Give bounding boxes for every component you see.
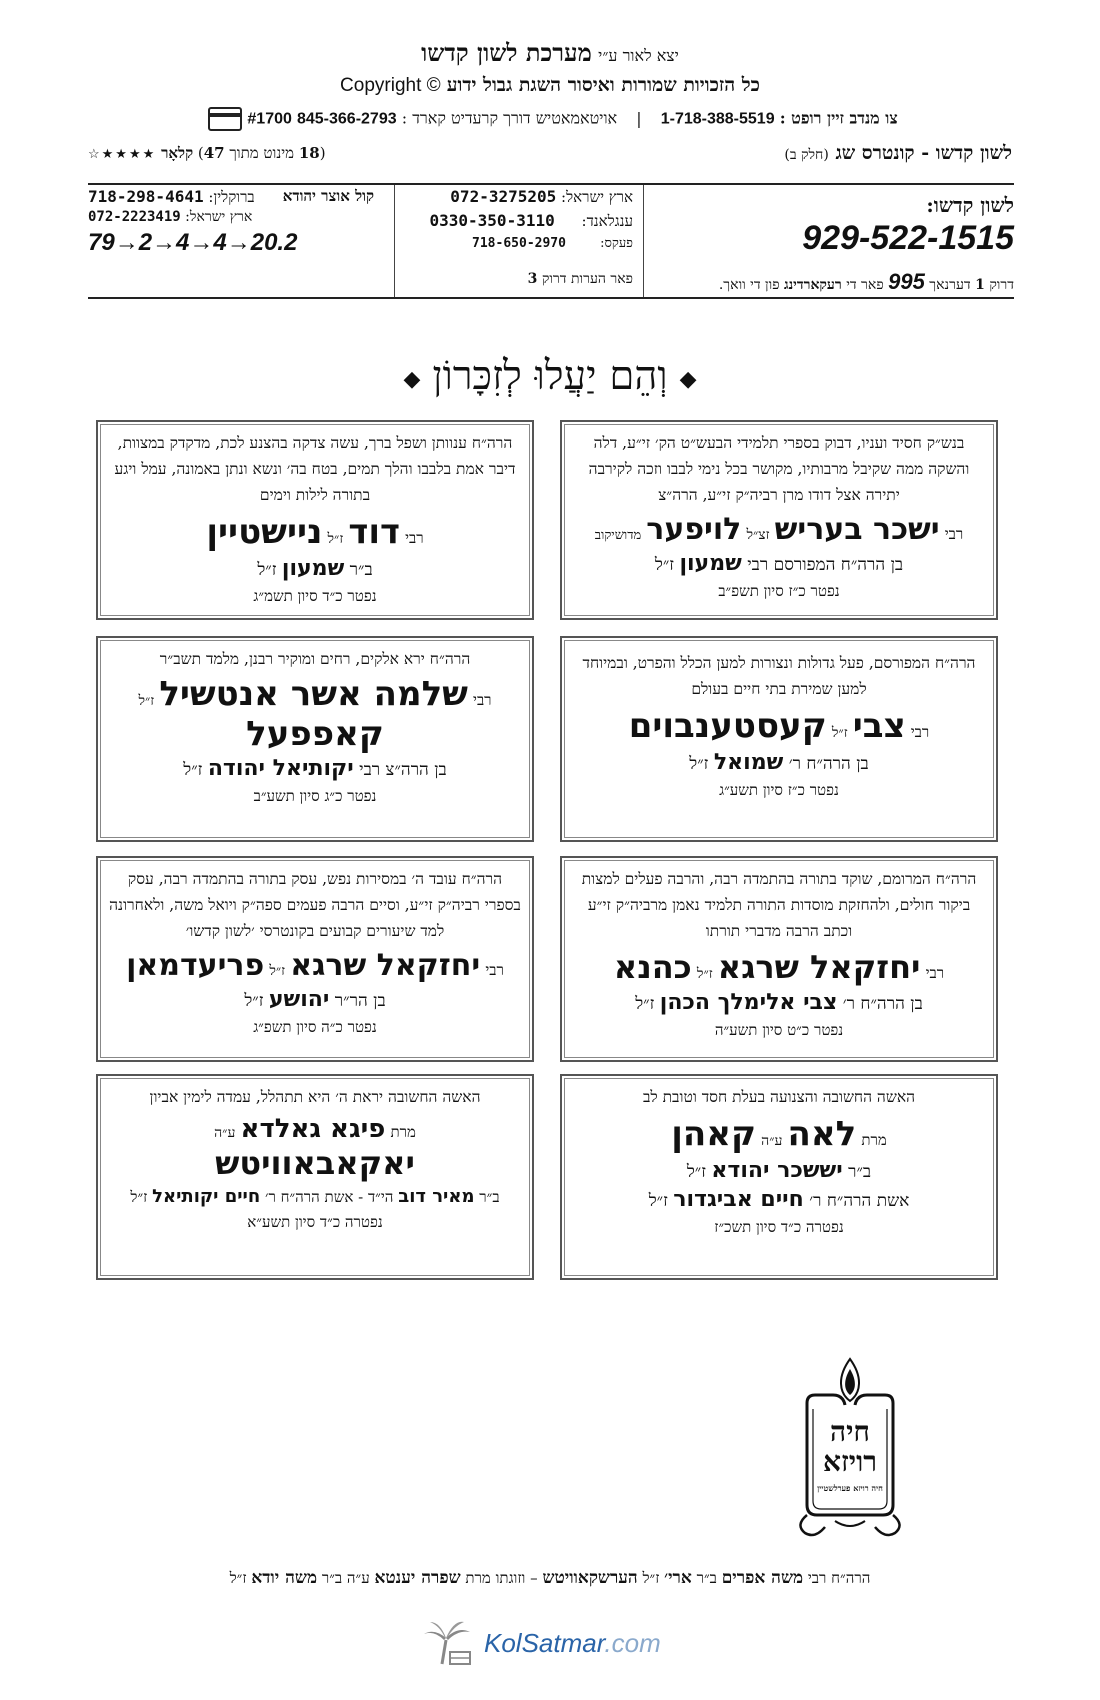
parent-mark: ז״ל [257, 560, 277, 580]
parent-mark: ז״ל [689, 754, 709, 774]
parent-line [108, 987, 522, 1012]
title-mark: זצ״ל [746, 527, 770, 543]
dedication-mid-4: ע״ה ב״ר [321, 1569, 370, 1587]
title-mark: ע״ה [214, 1125, 236, 1141]
kol-label: קול אוצר יהודא [282, 187, 374, 205]
england-phone[interactable]: 0330-350-3110 [429, 211, 555, 230]
parent-line [108, 756, 522, 781]
parent-name: שמעון [281, 556, 345, 581]
listen-text: מינוט מתוך [229, 144, 295, 162]
donate-phone[interactable]: 1-718-388-5519 [660, 110, 775, 128]
israel2-row [88, 209, 252, 226]
dedication-name-5: משה יודא [251, 1568, 318, 1588]
notes-num: 3 [527, 271, 538, 287]
memorial-description: הרה״ח המפורסם, פעל גדולות ונצורות למען הכלל והפרט, ובמיוחד למען שמירת בתי חיים בעולם [582, 654, 976, 698]
england-row [430, 211, 634, 231]
site-brand[interactable] [420, 1618, 690, 1668]
diamond-icon: ◆ [679, 366, 697, 392]
parent-prefix: ב״ר [479, 1188, 500, 1206]
memorial-name-line [108, 512, 522, 552]
memorial-first-name: דוד [348, 512, 400, 552]
contact-international [394, 185, 644, 297]
spouse-prefix: - אשת הרה״ח ר׳ [264, 1188, 364, 1206]
date-of-passing: נפטר כ״ה סיון תשפ״ג [253, 1018, 377, 1036]
brand-name: KolSatmar [484, 1628, 605, 1658]
logo-text [785, 1417, 915, 1477]
diamond-icon: ◆ [403, 366, 421, 392]
spouse-mark: ז״ל [130, 1188, 148, 1206]
parent-prefix: בן הרה״צ רבי [359, 760, 447, 780]
memorial-surname: פריעדמאן [126, 948, 265, 983]
main-title-text: וְהֵם יַעֲלוּ לְזִכָּרוֹן [432, 353, 668, 399]
date-of-passing: נפטרה כ״ד סיון תשע״א [247, 1213, 383, 1231]
title-mark: ז״ל [269, 963, 286, 979]
menu-path-row [88, 229, 297, 257]
donate-label: צו מנדב זיין רופט : [779, 108, 898, 128]
dedication-name-1: משה אפרים [721, 1568, 804, 1588]
israel-phone[interactable]: 072-3275205 [450, 187, 557, 206]
dedication-start: הרה״ח רבי [807, 1569, 871, 1587]
dedication-mid-1: ב״ר [696, 1569, 717, 1587]
parent-name: שמואל [713, 750, 784, 775]
memorial-description: האשה החשובה יראת ה׳ היא תתהלל, עמדה לימין אביון [149, 1088, 481, 1106]
memorial-card-3 [560, 636, 998, 842]
listen-total: 47 [203, 144, 225, 162]
memorial-surname: כהנא [613, 948, 692, 986]
memorial-name-line [108, 674, 522, 714]
credit-card-icon [208, 107, 242, 131]
kol-row [283, 187, 374, 206]
parent-name: יקותיאל יהודה [207, 756, 354, 781]
memorial-card-7 [560, 1074, 998, 1280]
press-num: 1 [975, 277, 985, 293]
dedication-end: ז״ל [229, 1569, 247, 1587]
parent-line [572, 990, 986, 1015]
logo-line-1: חיה [829, 1415, 871, 1448]
series-line [88, 142, 1012, 168]
top-header [80, 38, 1020, 131]
parent-mark: ז״ל [635, 994, 655, 1014]
dedication-name-3: הערשקאוויטש [542, 1568, 638, 1588]
memorial-description: הרה״ח עובד ה׳ במסירות נפש, עסק בתורה בהתמדה רבה, עסק בספרי רביה״ק זי״ע, וסיים הרבה פעמים ספה״ק ויואל משה, ולאחרונה למד שיעורים קבועים בקונטרסי ׳לשון קדשו׳ [109, 870, 521, 940]
publisher-name: מערכת לשון קדשו [421, 38, 592, 67]
spouse-line [572, 1187, 986, 1212]
parent-prefix: ב״ר [349, 560, 373, 580]
parent-prefix: ב״ר [848, 1162, 872, 1182]
dedication-name-4: שפרה יענטא [374, 1568, 461, 1588]
name-prefix: רבי [473, 691, 492, 709]
name-prefix: מרת [861, 1131, 887, 1149]
name-prefix: רבי [405, 529, 424, 547]
parent-mark: ז״ל [686, 1162, 706, 1182]
press-label: דרוק [989, 277, 1014, 293]
name-prefix: רבי [944, 525, 964, 543]
title-mark: ז״ל [327, 531, 344, 547]
dedication-name-2: ארי׳ [664, 1568, 692, 1588]
autodebit-phone[interactable]: 845-366-2793 [296, 110, 397, 128]
dedication-mid-3: – וזוגתו מרת [465, 1569, 538, 1587]
date-of-passing: נפטר כ״ט סיון תשע״ה [714, 1021, 844, 1039]
date-of-passing: נפטר כ״ד סיון תשמ״ג [253, 587, 377, 605]
memorial-card-1 [560, 420, 998, 620]
parent-line [572, 551, 986, 576]
memorial-first-name: ישכר בעריש [774, 512, 940, 547]
memorial-surname: קאפפעל [246, 714, 384, 754]
date-of-passing: נפטר כ״ג סיון תשע״ב [253, 787, 377, 805]
notes-label: פאר הערות דרוק [541, 271, 633, 287]
spouse-name: חיים אביגדור [673, 1187, 804, 1212]
israel-label: ארץ ישראל: [561, 188, 633, 206]
parent-name: שמעון [679, 551, 742, 576]
parent-prefix: בן הר״ר [334, 991, 386, 1011]
separator: | [636, 108, 642, 128]
memorial-surname: קעסטענבוים [628, 706, 827, 746]
press-to: דערנאך [929, 277, 971, 293]
main-title [0, 352, 1100, 399]
memorial-first-name: שלמה אשר אנטשיל [159, 674, 468, 714]
memorial-first-name: יחזקאל שרגא [717, 948, 921, 986]
brooklyn-phone[interactable]: 718-298-4641 [88, 187, 204, 206]
memorial-name-line [572, 706, 986, 746]
series-part: (חלק ב) [784, 147, 829, 163]
contact-kol [88, 185, 374, 297]
israel-row [450, 187, 633, 207]
fax-label: פעקס: [600, 236, 633, 251]
memorial-description: בנש״ק חסיד ועניו, דבוק בספרי תלמידי הבעש״ט הק׳ זי״ע, דלה והשקה ממה שקיבל מרבותיו, מקושר בכל נימי לבבו וזכה לקירבה יתירה אצל דודו מרן רביה״ק זי״ע, הרה״צ [588, 434, 970, 504]
spouse-mark: ז״ל [648, 1191, 668, 1211]
rating-stars-icon: ★★★★☆ [88, 147, 157, 162]
lk-label: לשון קדשו: [926, 193, 1014, 217]
press-for: פאר די [846, 277, 884, 293]
parent-line [108, 1186, 522, 1207]
date-of-passing: נפטר כ״ז סיון תשפ״ב [718, 582, 840, 600]
press-week: פון די וואך. [718, 277, 780, 293]
parent-name: יששכר יהודא [711, 1158, 843, 1183]
name-prefix: רבי [925, 964, 945, 982]
memorial-surname: ניישטיין [206, 512, 323, 552]
dedication-mid-2: ז״ל [642, 1569, 660, 1587]
memorial-first-name: צבי [852, 706, 906, 746]
parent-mark: ז״ל [654, 555, 675, 575]
clear-label: קלאָר [161, 144, 194, 162]
name-prefix: מרת [390, 1123, 416, 1141]
memorial-name-line [108, 948, 522, 983]
parent-prefix: בן הרה״ח ר׳ [788, 754, 869, 774]
palm-tree-icon [420, 1618, 476, 1668]
memorial-name-line [572, 948, 986, 986]
parent-prefix: בן הרה״ח ר׳ [842, 994, 923, 1014]
donate-line [80, 107, 1020, 131]
memorial-description: הרה״ח המרומם, שוקד בתורה בהתמדה רבה, והרבה פעלים למצות ביקור חולים, ולהחזקת מוסדות התורה תלמיד נאמן מרביה״ק זי״ע וכתב הרבה מדברי תורתו [581, 870, 977, 940]
memorial-surname: יאקאבאוויטש [215, 1144, 415, 1182]
series-title-text: לשון קדשו - קונטרס שג [835, 142, 1012, 164]
memorial-description: הרה״ח ענוותן ושפל ברך, עשה צדקה בהצנע לכת, מדקדק במצוות, דיבר אמת בלבבו והלך תמים, בטח בה׳ ונשא ונתן באמונה, עמל ויגע בתורה לילות וימים [114, 434, 516, 504]
memorial-description: הרה״ח ירא אלקים, רחים ומוקיר רבנן, מלמד תשב״ר [159, 650, 471, 668]
name-prefix: רבי [485, 961, 504, 979]
brooklyn-row [88, 187, 255, 207]
title-mark: ז״ל [831, 725, 848, 741]
memorial-logo [785, 1355, 915, 1545]
spouse-prefix: אשת הרה״ח ר׳ [809, 1191, 910, 1211]
parent-name: צבי אלימלך הכהן [659, 990, 838, 1015]
brand-text [484, 1628, 661, 1659]
memorial-first-name: פיגא גאלדא [240, 1114, 386, 1144]
title-mark: ע״ה [761, 1133, 783, 1149]
memorial-surname: קאהן [671, 1114, 757, 1154]
brand-domain: .com [604, 1628, 661, 1658]
memorial-card-6 [96, 856, 534, 1062]
series-title [784, 142, 1012, 165]
parent-mark: ז״ל [183, 760, 203, 780]
logo-line-2: רויזא [822, 1445, 878, 1478]
title-mark: ז״ל [138, 693, 155, 709]
publisher-prefix: יצא לאור ע״י [598, 46, 679, 65]
contact-main [654, 185, 1014, 297]
listen-count: 18 [298, 144, 320, 162]
memorial-name-line [108, 1114, 522, 1144]
memorial-card-2 [96, 420, 534, 620]
memorial-first-name: יחזקאל שרגא [290, 948, 481, 983]
israel2-label: ארץ ישראל: [185, 209, 253, 225]
press-code: 995 [888, 269, 925, 294]
memorial-first-name: לאה [787, 1114, 857, 1154]
date-of-passing: נפטר כ״ז סיון תשע״ג [719, 781, 839, 799]
fax-phone[interactable]: 718-650-2970 [472, 236, 566, 251]
parent-prefix: בן הרה״ח המפורסם רבי [747, 555, 904, 575]
england-label: ענגלאנד: [581, 212, 633, 230]
memorial-card-8 [96, 1074, 534, 1280]
date-of-passing: נפטרה כ״ד סיון תשכ״ז [714, 1218, 844, 1236]
autodebit-label: אויטאמאטיש דורך קרעדיט קארד : [401, 108, 618, 128]
footer-dedication [0, 1568, 1100, 1588]
brooklyn-label: ברוקלין: [208, 188, 255, 206]
press-instructions [719, 269, 1014, 295]
parent-line [108, 556, 522, 581]
press-reading: רעקארדינג [783, 277, 842, 293]
parent-line [572, 750, 986, 775]
contact-box [88, 183, 1014, 299]
memorial-card-5 [560, 856, 998, 1062]
memorial-card-4 [96, 636, 534, 842]
menu-path: 79→2→4→4→20.2 [88, 229, 298, 256]
parent-mark: הי״ד [367, 1188, 394, 1206]
title-mark: ז״ל [696, 966, 713, 982]
memorial-surname: לויפער [646, 512, 742, 547]
copyright-hebrew: כל הזכויות שמורות ואיסור השגת גבול ידוע [446, 74, 760, 96]
memorial-name-line [572, 1114, 986, 1154]
name-suffix: מדושיקוב [594, 528, 642, 543]
copyright-line [80, 74, 1020, 97]
fax-row [472, 235, 633, 251]
autodebit-ext: #1700 [247, 110, 292, 128]
parent-name: מאיר דוב [398, 1186, 475, 1207]
logo-caption: חיה רויזא פערלשטיין [817, 1483, 883, 1493]
memorial-description: האשה החשובה והצנועה בעלת חסד וטובת לב [642, 1088, 916, 1106]
memorial-name-line [572, 512, 986, 547]
parent-line [572, 1158, 986, 1183]
publisher-line [80, 38, 1020, 68]
parent-name: יהושע [268, 987, 330, 1012]
notes-row [528, 271, 633, 288]
name-prefix: רבי [910, 723, 930, 741]
listen-status: (18 מינוט מתוך 47) קלאָר ★★★★☆ [88, 144, 326, 162]
copyright-english: Copyright © [340, 75, 441, 96]
parent-mark: ז״ל [244, 991, 264, 1011]
israel2-phone[interactable]: 072-2223419 [88, 209, 181, 225]
spouse-name: חיים יקותיאל [152, 1186, 261, 1207]
lk-phone[interactable]: 929-522-1515 [802, 219, 1014, 257]
